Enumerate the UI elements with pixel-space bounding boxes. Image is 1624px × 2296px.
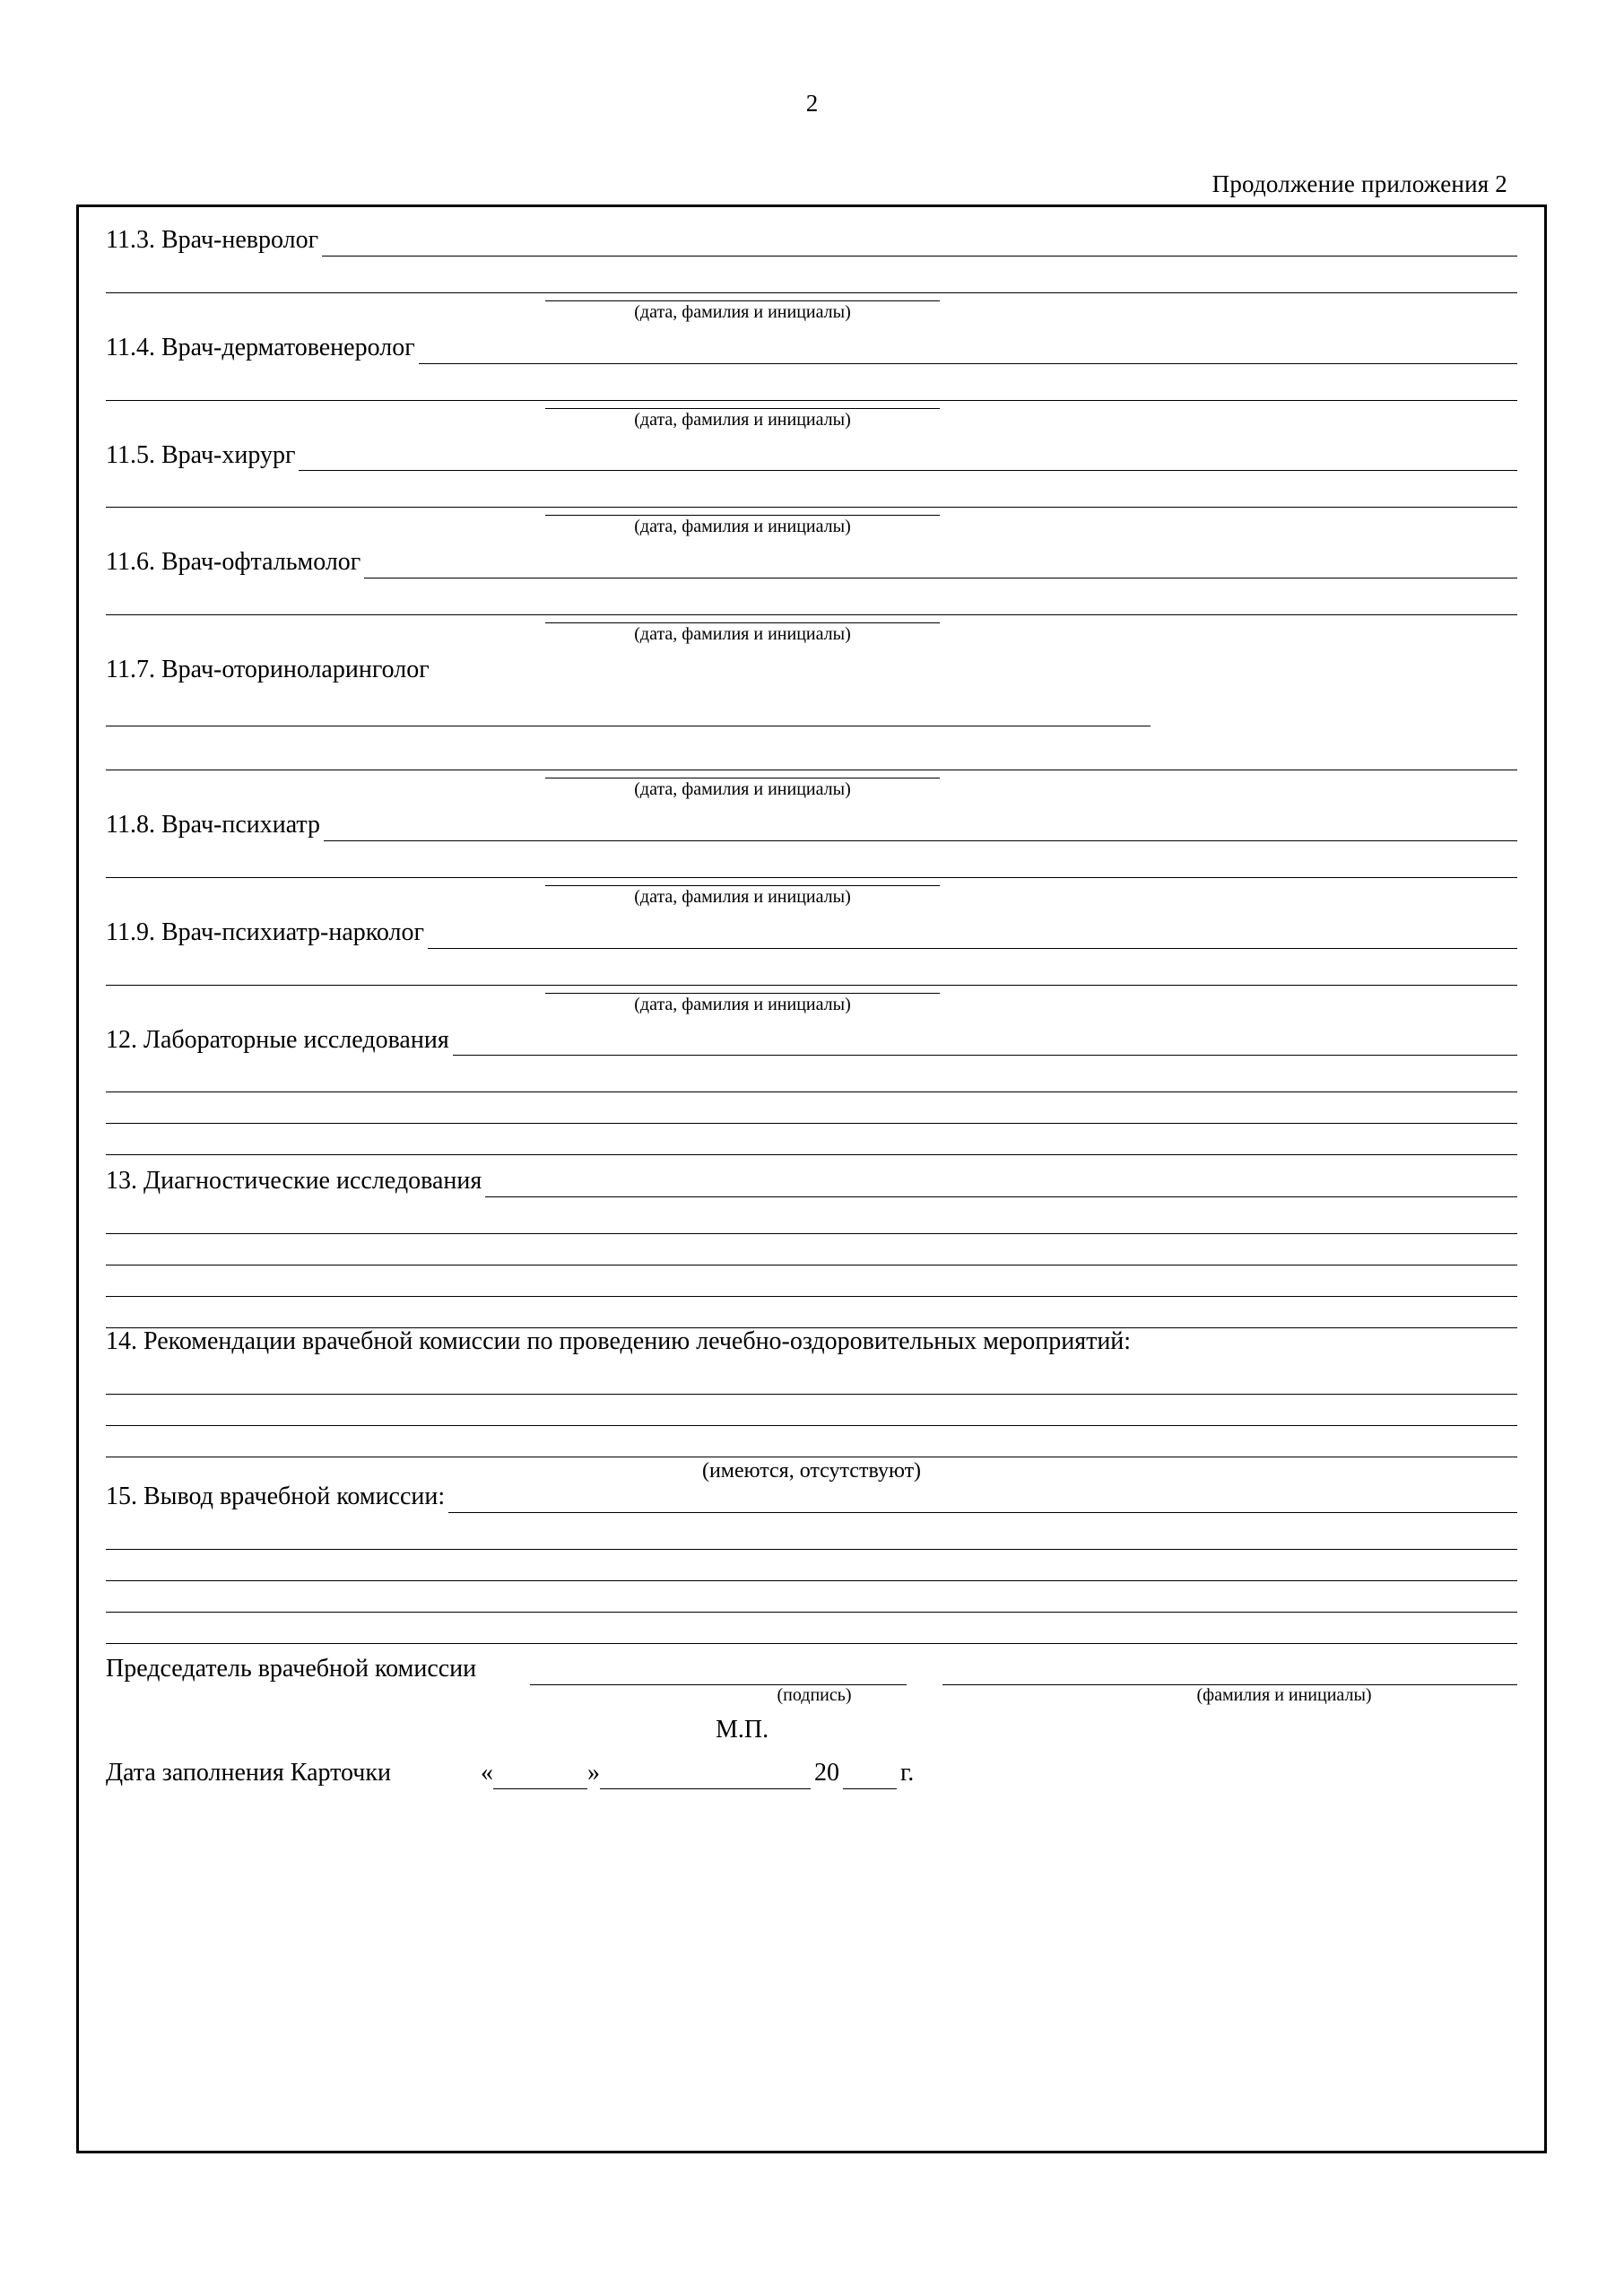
caption-text: (дата, фамилия и инициалы): [634, 624, 851, 645]
field-input-diagnostic-tests-line1[interactable]: [485, 1170, 1517, 1197]
caption-text: (дата, фамилия и инициалы): [634, 994, 851, 1014]
caption-ophthalmologist: [106, 615, 1517, 657]
field-block-neurologist: [106, 227, 1517, 335]
field-label-diagnostic-tests: 13. Диагностические исследования: [106, 1167, 482, 1196]
field-input-diagnostic-tests-line5[interactable]: [106, 1297, 1517, 1328]
field-block-diagnostic-tests: [106, 1168, 1517, 1328]
field-label-ophthalmologist: 11.6. Врач-офтальмолог: [106, 548, 361, 577]
signature-captions: [106, 1685, 1517, 1714]
field-input-neurologist-line2[interactable]: [106, 262, 1517, 293]
field-block-narcologist: [106, 919, 1517, 1027]
year-prefix: 20: [813, 1758, 839, 1787]
field-input-dermatovenerologist-line1[interactable]: [419, 336, 1517, 364]
field-input-ophthalmologist-line1[interactable]: [364, 551, 1517, 578]
field-input-surgeon-line1[interactable]: [299, 443, 1517, 471]
month-input[interactable]: [600, 1763, 811, 1789]
caption-surname-initials: (фамилия и инициалы): [1196, 1684, 1372, 1705]
field-input-diagnostic-tests-line3[interactable]: [106, 1234, 1517, 1265]
caption-surgeon: [106, 508, 1517, 549]
field-input-lab-tests-line1[interactable]: [453, 1028, 1517, 1056]
field-label-conclusion: 15. Вывод врачебной комиссии:: [106, 1482, 446, 1510]
field-input-conclusion-line1[interactable]: [448, 1485, 1517, 1513]
date-filled-label: Дата заполнения Карточки: [106, 1758, 391, 1787]
caption-text: (дата, фамилия и инициалы): [634, 301, 851, 322]
appendix-note: Продолжение приложения 2: [1211, 170, 1507, 197]
day-input[interactable]: [493, 1763, 587, 1789]
field-input-otorhinolaryngologist-line2[interactable]: [106, 739, 1517, 770]
field-label-narcologist: 11.9. Врач-психиатр-нарколог: [106, 918, 425, 946]
date-filled-row: [106, 1759, 1517, 1789]
field-label-lab-tests: 12. Лабораторные исследования: [106, 1025, 449, 1054]
field-input-psychiatrist-line2[interactable]: [106, 847, 1517, 878]
caption-signature: (подпись): [777, 1684, 852, 1705]
caption-text: (дата, фамилия и инициалы): [634, 409, 851, 430]
form-container: [76, 204, 1547, 2153]
caption-present-absent: (имеются, отсутствуют): [701, 1458, 922, 1483]
caption-text: (дата, фамилия и инициалы): [634, 778, 851, 799]
caption-rule: [545, 885, 940, 886]
stamp-place-label: М.П.: [716, 1715, 769, 1744]
field-input-diagnostic-tests-line2[interactable]: [106, 1203, 1517, 1234]
field-input-conclusion-line2[interactable]: [106, 1518, 1517, 1550]
field-label-psychiatrist: 11.8. Врач-психиатр: [106, 810, 321, 839]
field-input-psychiatrist-line1[interactable]: [324, 813, 1517, 841]
caption-text: (дата, фамилия и инициалы): [634, 517, 851, 537]
field-input-otorhinolaryngologist-line1[interactable]: [106, 695, 1151, 726]
chairman-signature-input[interactable]: [530, 1657, 907, 1685]
field-block-otorhinolaryngologist: [106, 657, 1517, 812]
field-input-diagnostic-tests-line4[interactable]: [106, 1265, 1517, 1297]
field-input-surgeon-line2[interactable]: [106, 476, 1517, 508]
caption-rule: [545, 408, 940, 409]
caption-psychiatrist: [106, 878, 1517, 919]
field-input-dermatovenerologist-line2[interactable]: [106, 370, 1517, 401]
field-block-psychiatrist: [106, 812, 1517, 919]
field-label-surgeon: 11.5. Врач-хирург: [106, 440, 296, 469]
field-input-recommendations-line1[interactable]: [106, 1363, 1517, 1395]
field-input-lab-tests-line3[interactable]: [106, 1092, 1517, 1124]
caption-narcologist: [106, 986, 1517, 1027]
chairman-label: Председатель врачебной комиссии: [106, 1654, 477, 1683]
field-label-dermatovenerologist: 11.4. Врач-дерматовенеролог: [106, 333, 415, 361]
field-block-recommendations: [106, 1328, 1517, 1483]
field-input-conclusion-line4[interactable]: [106, 1581, 1517, 1613]
field-input-narcologist-line2[interactable]: [106, 954, 1517, 986]
field-input-lab-tests-line4[interactable]: [106, 1124, 1517, 1155]
field-input-conclusion-line3[interactable]: [106, 1550, 1517, 1581]
field-input-lab-tests-line2[interactable]: [106, 1061, 1517, 1092]
caption-otorhinolaryngologist: [106, 770, 1517, 812]
caption-rule: [545, 622, 940, 623]
caption-dermatovenerologist: [106, 401, 1517, 442]
caption-text: (дата, фамилия и инициалы): [634, 886, 851, 907]
field-input-recommendations-line3[interactable]: [106, 1426, 1517, 1457]
field-input-narcologist-line1[interactable]: [428, 921, 1517, 949]
field-label-otorhinolaryngologist: 11.7. Врач-оториноларинголог: [106, 656, 430, 684]
caption-neurologist: [106, 293, 1517, 335]
field-input-neurologist-line1[interactable]: [322, 229, 1517, 257]
chairman-name-input[interactable]: [942, 1657, 1517, 1685]
year-input[interactable]: [843, 1763, 897, 1789]
field-block-conclusion: [106, 1483, 1517, 1644]
field-input-ophthalmologist-line2[interactable]: [106, 584, 1517, 615]
field-input-recommendations-line2[interactable]: [106, 1395, 1517, 1426]
page-number: 2: [805, 90, 819, 117]
field-block-surgeon: [106, 442, 1517, 550]
caption-rule: [545, 515, 940, 516]
field-block-dermatovenerologist: [106, 335, 1517, 442]
field-label-neurologist: 11.3. Врач-невролог: [106, 226, 319, 254]
caption-rule: [545, 993, 940, 994]
signature-block: [106, 1655, 1517, 1744]
field-block-lab-tests: [106, 1027, 1517, 1169]
quote-close: »: [586, 1758, 600, 1787]
quote-open: «: [480, 1758, 493, 1787]
field-label-recommendations: 14. Рекомендации врачебной комиссии по проведению лечебно-оздоровительных мероприятий:: [106, 1327, 1132, 1356]
field-input-conclusion-line5[interactable]: [106, 1613, 1517, 1644]
year-suffix: г.: [899, 1758, 915, 1787]
field-block-ophthalmologist: [106, 549, 1517, 657]
caption-rule: [545, 300, 940, 301]
